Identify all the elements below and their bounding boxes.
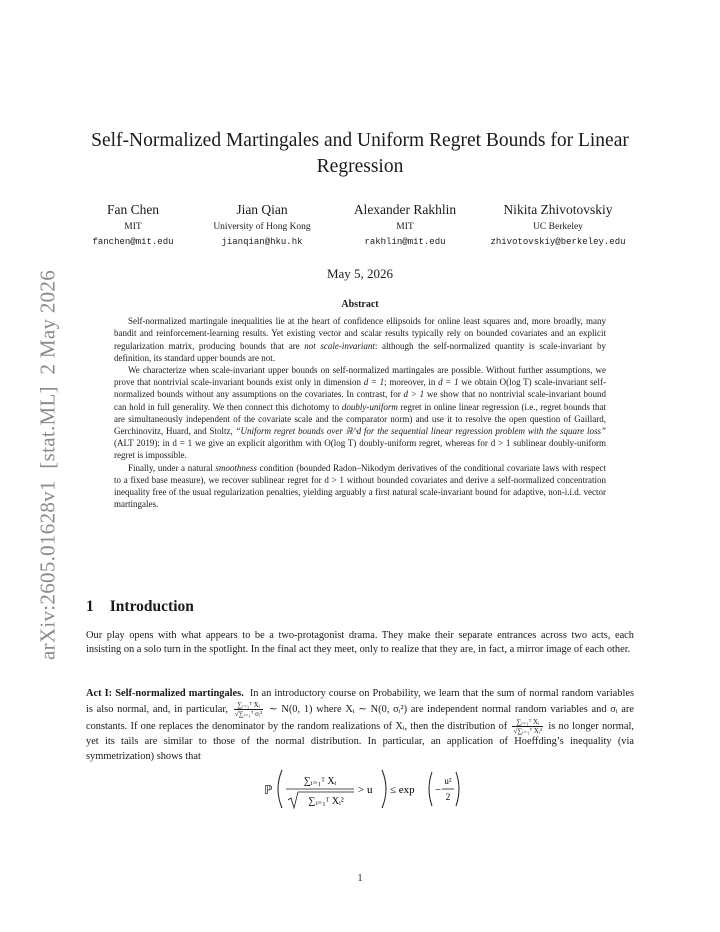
abstract-paragraph: We characterize when scale-invariant upper bounds on self-normalized martingales are possible. Without further assumptions, we prove that nontrivial scale-invariant bounds exist only in dimension d = 1; moreover, in d = 1 we obtain O(log T) scale-invariant self-normalized bounds without any assumptions on the covariates. In contrast, for d > 1 we show that no nontrivial scale-invariant bound can hold in full generality. We then connect this dichotomy to doubly-uniform regret in online linear regression (i.e., regret bounds that are simultaneously independent of the covariate scale and the comparator norm) and use it to resolve the open question of Gaillard, Gerchinovitz, Huard, and Stoltz, “Uniform regret bounds over ℝ^d for the sequential linear regression problem with the square loss” (ALT 2019): in d = 1 we give an explicit algorithm with O(log T) doubly-uniform regret, whereas for d > 1 sublinear doubly-uniform regret is impossible. xyxy=(114,365,607,461)
author-email: fanchen@mit.edu xyxy=(92,237,174,247)
author-block xyxy=(473,201,643,249)
abstract-heading: Abstract xyxy=(341,299,379,310)
intro-paragraph: Our play opens with what appears to be a two-protagonist drama. They make their separate entrances across two acts, each insisting on a solo turn in the spotlight. In the final act they meet, only to realize that they are, in fact, a mirror image of each other. xyxy=(86,630,634,656)
section-title: Introduction xyxy=(109,598,194,615)
prob-symbol: ℙ xyxy=(264,783,273,797)
author-affiliation: University of Hong Kong xyxy=(213,222,311,232)
paper-date: May 5, 2026 xyxy=(326,266,394,281)
act1-lead: Act I: Self-normalized martingales. xyxy=(86,688,244,699)
page-number: 1 xyxy=(357,873,363,884)
emphasis: not scale-invariant xyxy=(304,340,375,351)
act1-paragraph: Act I: Self-normalized martingales. In an introductory course on Probability, we learn that the sum of normal random variables is also normal, and, in particular, $\frac{\text{∑ᵢ₌₁ᵀ Xᵢ}}{\text{√∑ᵢ₌₁ᵀ σᵢ²}}$ ∼ N(0, 1) where Xᵢ ∼ N(0, σᵢ²) are independent normal random variables and σᵢ are constants. If one replaces the denominator by the random realizations of Xᵢ, then the distribution of $\frac{\text{∑ᵢ₌₁ᵀ Xᵢ}}{\text{√∑ᵢ₌₁ᵀ Xᵢ²}}$ is no longer normal, yet its tails are similar to those of the normal distribution. In particular, an application of Hoeffding’s inequality (via symmetrization) shows that xyxy=(86,688,634,762)
author-affiliation: UC Berkeley xyxy=(533,222,583,232)
formula-numerator: ∑ᵢ₌₁ᵀ Xᵢ xyxy=(303,776,337,787)
author-email: rakhlin@mit.edu xyxy=(364,237,446,247)
paper-title: Self-Normalized Martingales and Uniform Regret Bounds for Linear Regression xyxy=(91,130,629,177)
author-affiliation: MIT xyxy=(396,222,414,232)
abstract xyxy=(114,299,606,510)
exp-denominator: 2 xyxy=(445,792,451,802)
inline-fraction: $\frac{\text{∑ᵢ₌₁ᵀ Xᵢ}}{\text{√∑ᵢ₌₁ᵀ Xᵢ²}}$ xyxy=(513,718,543,736)
abstract-paragraph: Finally, under a natural smoothness condition (bounded Radon–Nikodym derivatives of the conditional covariate laws with respect to a fixed base measure), we recover sublinear regret for d > 1 without bounded covariates and derive a self-normalized concentration inequality free of the usual regularization penalties, yielding arguably a first natural scale-invariant bound for adaptive, non-i.i.d. vector martingales. xyxy=(114,462,606,510)
section-number: 1 xyxy=(86,598,94,615)
author-name: Jian Qian xyxy=(236,202,288,217)
formula-denominator: ∑ᵢ₌₁ᵀ Xᵢ² xyxy=(308,796,344,807)
author-affiliation: MIT xyxy=(124,222,142,232)
formula-gt: > u xyxy=(358,784,373,796)
exp-numerator: u² xyxy=(444,776,452,786)
formula-le: ≤ exp xyxy=(390,784,415,796)
author-email: zhivotovskiy@berkeley.edu xyxy=(490,237,626,247)
display-formula xyxy=(0,764,720,814)
author-email: jianqian@hku.hk xyxy=(221,237,303,247)
cited-title: “Uniform regret bounds over ℝ^d for the sequential linear regression problem with the square loss” xyxy=(235,426,606,437)
inline-fraction: $\frac{\text{∑ᵢ₌₁ᵀ Xᵢ}}{\text{√∑ᵢ₌₁ᵀ σᵢ²}}$ xyxy=(234,701,263,719)
arxiv-id: arXiv:2605.01628v1 xyxy=(35,480,60,661)
arxiv-stamp xyxy=(36,264,61,660)
author-name: Fan Chen xyxy=(106,202,160,217)
svg-text:−: − xyxy=(435,784,442,796)
arxiv-category: [stat.ML] xyxy=(35,386,60,469)
author-name: Alexander Rakhlin xyxy=(353,202,457,217)
arxiv-date: 2 May 2026 xyxy=(35,269,60,375)
emphasis: doubly-uniform xyxy=(341,401,398,412)
author-block xyxy=(320,201,490,249)
formula-svg xyxy=(260,764,460,814)
section-heading xyxy=(86,598,194,616)
author-name: Nikita Zhivotovskiy xyxy=(503,202,613,217)
abstract-paragraph: Self-normalized martingale inequalities lie at the heart of confidence ellipsoids for online least squares and, more broadly, many bandit and reinforcement-learning results. Yet existing vector and scalar results typically rely on bounded covariates and an explicit regularization matrix, producing bounds that are not scale-invariant: although the self-normalized quantity is scale-invariant by definition, its standard upper bounds are not. xyxy=(114,316,606,363)
emphasis: smoothness xyxy=(215,462,257,473)
